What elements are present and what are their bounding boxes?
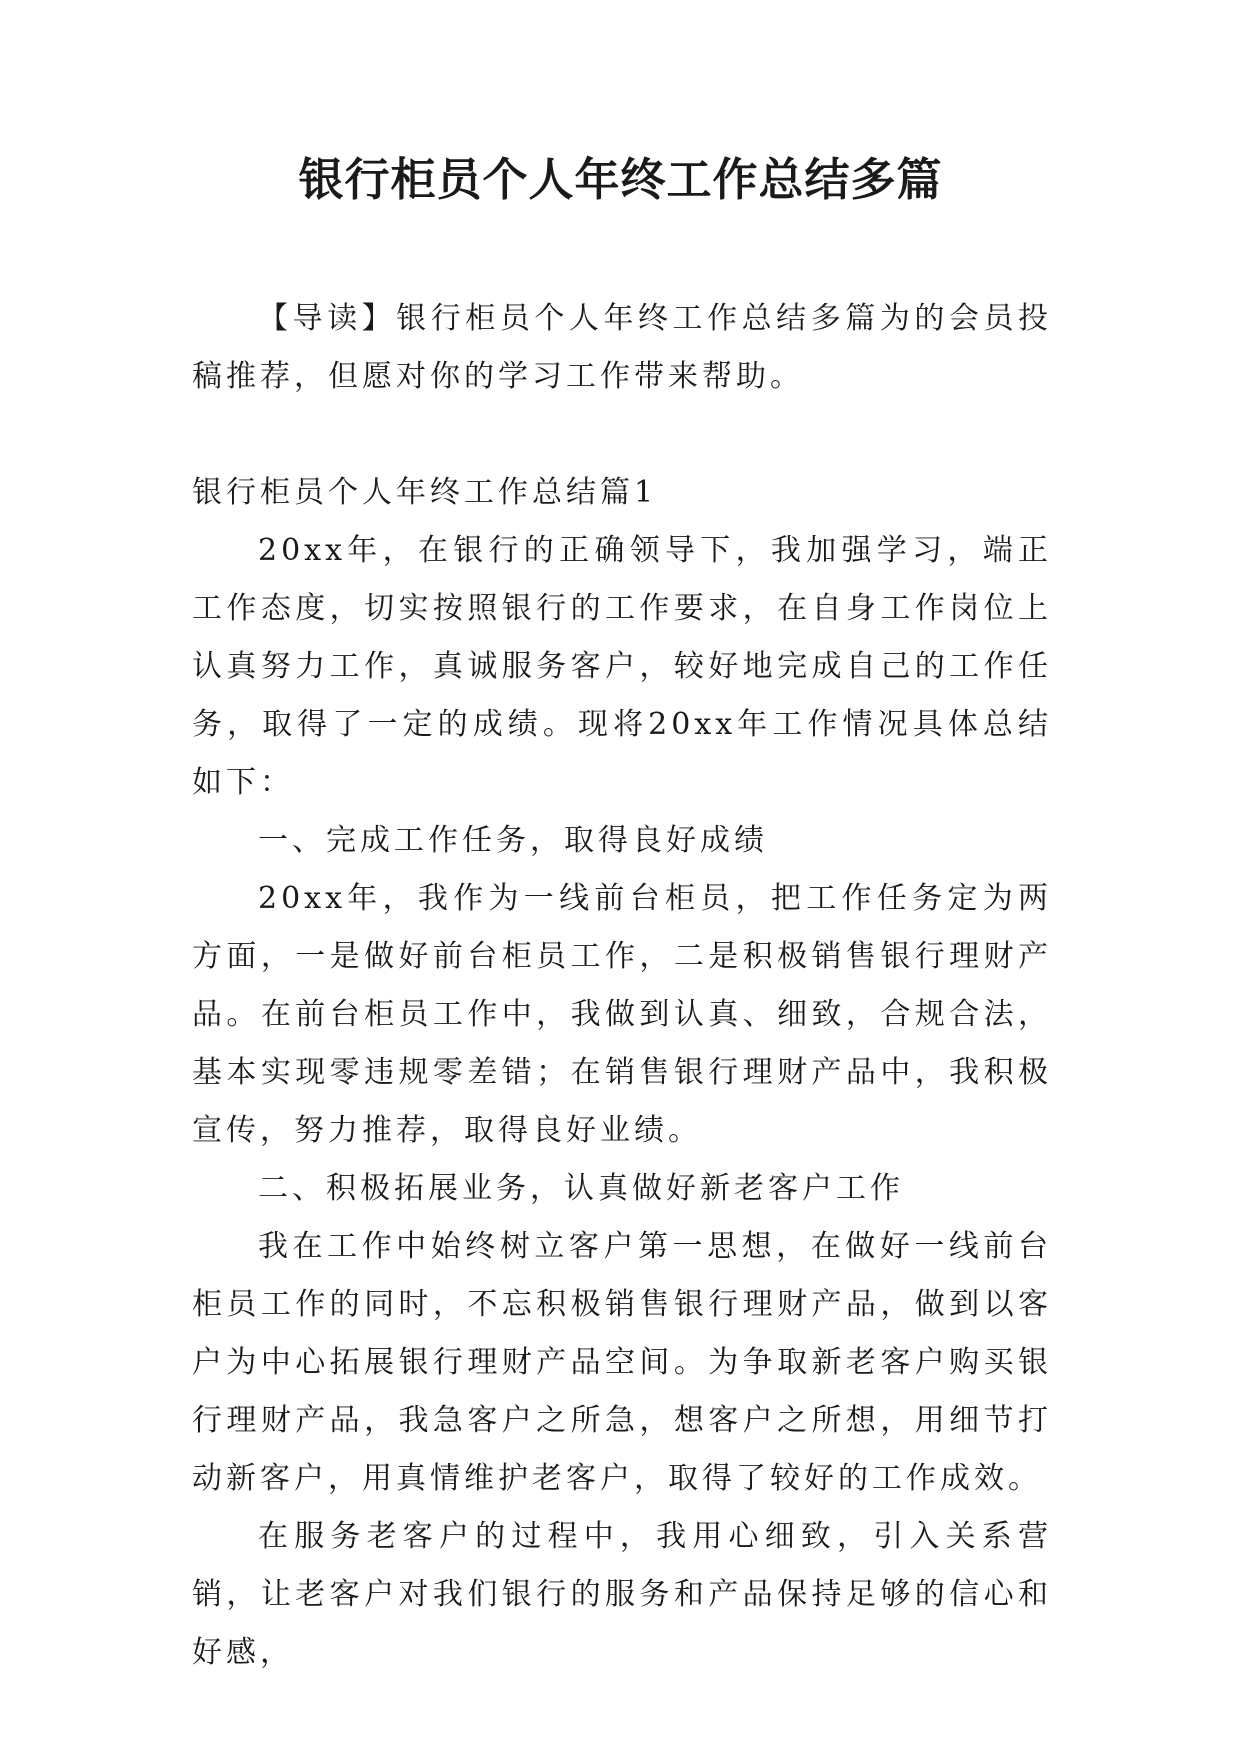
document-title: 银行柜员个人年终工作总结多篇: [298, 153, 943, 206]
subheading: 二、积极拓展业务，认真做好新老客户工作: [258, 1171, 904, 1206]
body-paragraph: 20xx年，在银行的正确领导下，我加强学习，端正工作态度，切实按照银行的工作要求，在自身工作岗位上认真努力工作，真诚服务客户，较好地完成自己的工作任务，取得了一定的成绩。现将20xx年工作情况具体总结如下：: [192, 533, 1052, 800]
body-paragraph: 20xx年，我作为一线前台柜员，把工作任务定为两方面，一是做好前台柜员工作，二是积极销售银行理财产品。在前台柜员工作中，我做到认真、细致，合规合法，基本实现零违规零差错；在销售银行理财产品中，我积极宣传，努力推荐，取得良好业绩。: [192, 881, 1052, 1148]
subheading: 一、完成工作任务，取得良好成绩: [258, 823, 768, 858]
body-paragraph: 在服务老客户的过程中，我用心细致，引入关系营销，让老客户对我们银行的服务和产品保持足够的信心和好感，: [192, 1519, 1052, 1670]
intro-paragraph: 【导读】银行柜员个人年终工作总结多篇为的会员投稿推荐，但愿对你的学习工作带来帮助。: [192, 301, 1052, 394]
section-heading: 银行柜员个人年终工作总结篇1: [192, 475, 658, 510]
document-body: [192, 290, 1052, 1682]
body-paragraph: 我在工作中始终树立客户第一思想，在做好一线前台柜员工作的同时，不忘积极销售银行理财产品，做到以客户为中心拓展银行理财产品空间。为争取新老客户购买银行理财产品，我急客户之所急，想客户之所想，用细节打动新客户，用真情维护老客户，取得了较好的工作成效。: [192, 1229, 1052, 1496]
